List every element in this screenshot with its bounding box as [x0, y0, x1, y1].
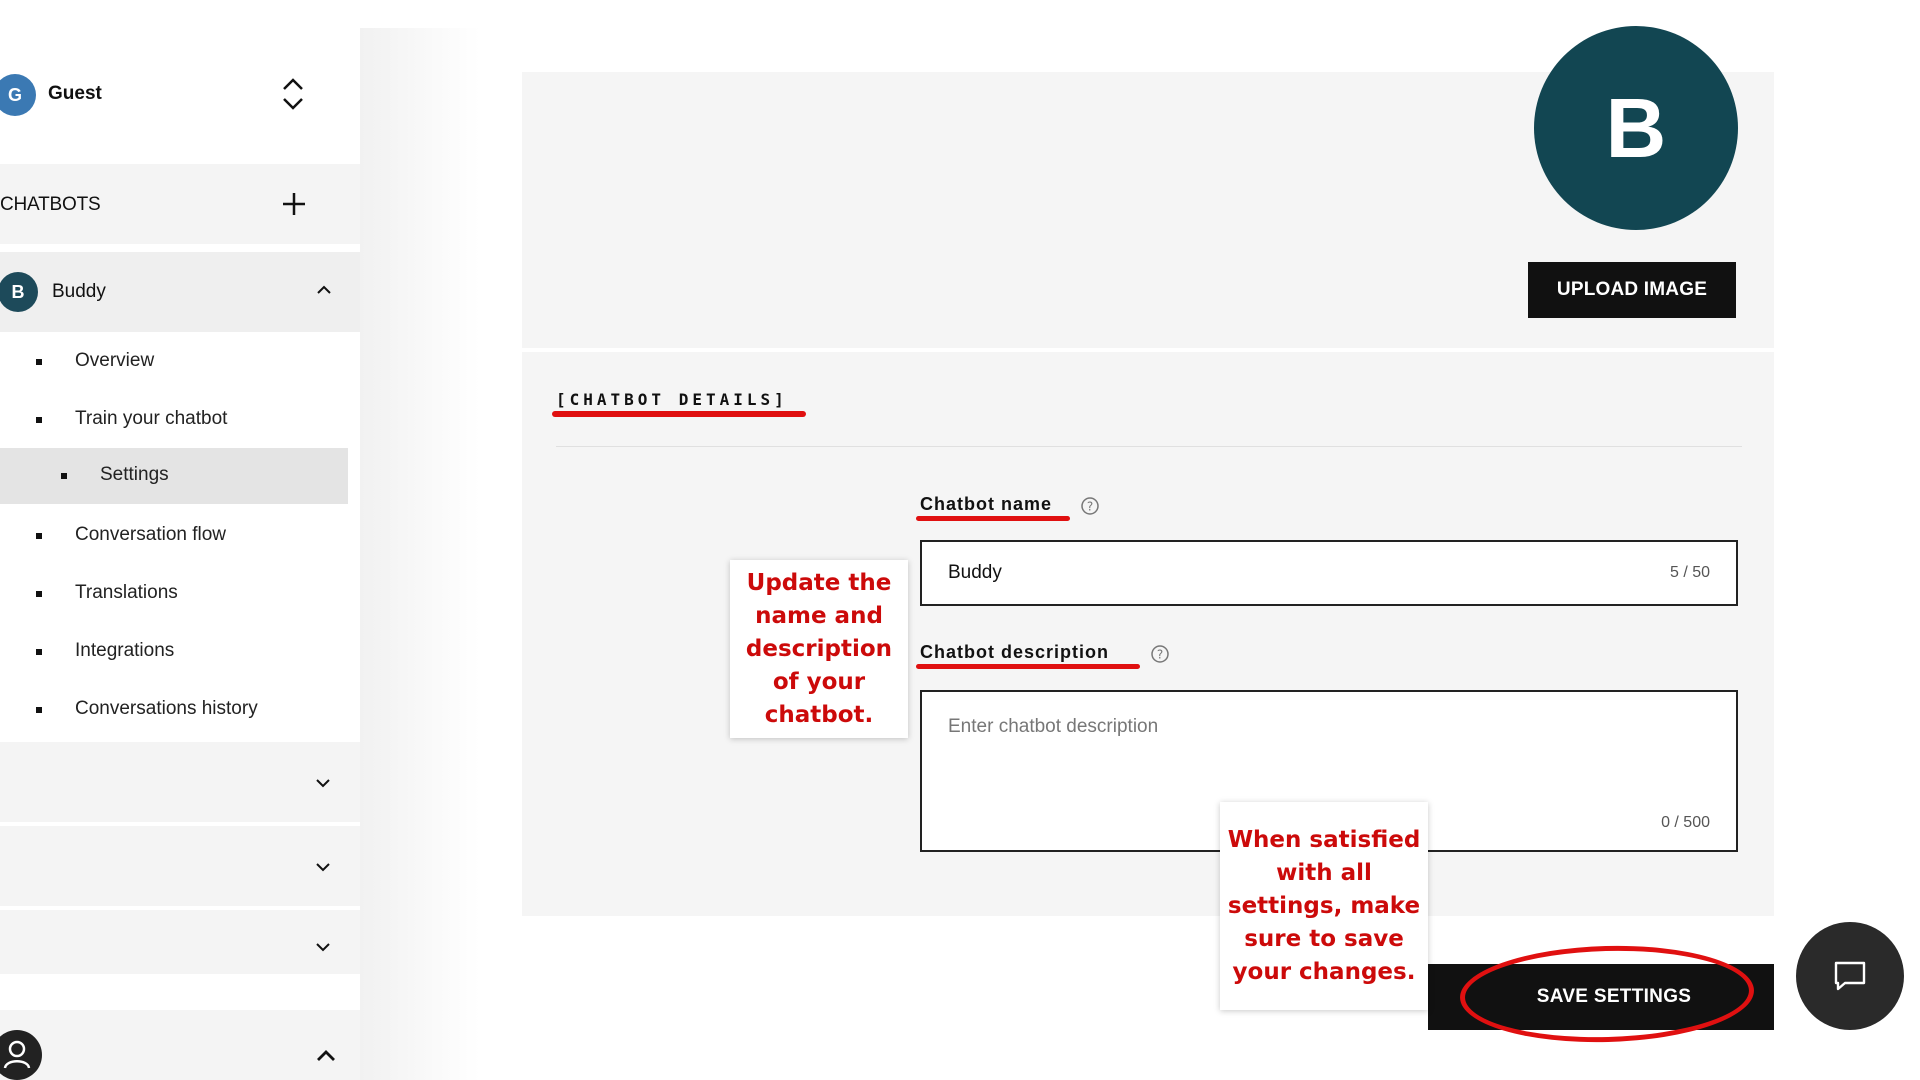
chat-support-button[interactable]	[1796, 922, 1904, 1030]
bullet-icon	[36, 359, 42, 365]
upload-image-button[interactable]: UPLOAD IMAGE	[1528, 262, 1736, 318]
person-icon	[0, 1030, 42, 1080]
bullet-icon	[36, 533, 42, 539]
chevron-up-icon[interactable]	[314, 1044, 338, 1068]
nav-item-label: Translations	[75, 582, 178, 603]
chevron-down-icon[interactable]	[314, 774, 332, 792]
bullet-icon	[61, 473, 67, 479]
bullet-icon	[36, 707, 42, 713]
nav-item-conversation-flow[interactable]	[0, 508, 360, 564]
chatbot-avatar: B	[0, 272, 38, 312]
bullet-icon	[36, 417, 42, 423]
nav-item-overview[interactable]	[0, 334, 360, 390]
nav-item-settings[interactable]	[0, 448, 348, 504]
help-icon[interactable]	[1080, 496, 1100, 516]
chatbots-label: CHATBOTS	[0, 194, 101, 215]
chatbot-nav	[0, 332, 360, 742]
annotation-circle	[1459, 942, 1755, 1046]
help-icon[interactable]	[1150, 644, 1170, 664]
chevron-down-icon[interactable]	[314, 938, 332, 956]
description-placeholder: Enter chatbot description	[948, 716, 1159, 737]
nav-item-integrations[interactable]	[0, 624, 360, 680]
svg-text:?: ?	[1086, 499, 1094, 514]
chatbot-image-panel	[522, 72, 1774, 348]
user-switcher[interactable]	[0, 28, 360, 162]
nav-item-translations[interactable]	[0, 566, 360, 622]
chatbot-name-value: Buddy	[948, 562, 1002, 583]
chatbots-header	[0, 164, 360, 244]
chevron-up-down-icon[interactable]	[280, 75, 306, 113]
collapsed-section-2[interactable]	[0, 826, 360, 906]
section-title: [CHATBOT DETAILS]	[556, 390, 788, 409]
bullet-icon	[36, 591, 42, 597]
nav-item-train[interactable]	[0, 392, 360, 448]
name-char-counter: 5 / 50	[1669, 564, 1710, 581]
chatbot-name-label: Chatbot name	[920, 494, 1053, 514]
annotation-underline	[916, 516, 1070, 521]
chevron-up-icon[interactable]	[314, 280, 334, 300]
user-name: Guest	[48, 83, 102, 104]
collapsed-section-3[interactable]	[0, 910, 360, 974]
divider	[556, 446, 1742, 447]
annotation-callout-details	[730, 560, 908, 738]
nav-item-label: Conversation flow	[75, 524, 227, 545]
add-chatbot-icon[interactable]	[280, 190, 308, 218]
annotation-underline	[552, 411, 806, 417]
user-avatar: G	[0, 74, 36, 116]
nav-item-label: Train your chatbot	[75, 408, 228, 429]
bullet-icon	[36, 649, 42, 655]
nav-item-label: Integrations	[75, 640, 175, 661]
chatbot-description-label: Chatbot description	[920, 642, 1109, 662]
callout-text: Update the name and description of your chatbot.	[745, 569, 893, 728]
collapsed-section-1[interactable]	[0, 742, 360, 822]
chatbot-details-panel	[522, 352, 1774, 916]
chatbot-name: Buddy	[52, 281, 106, 302]
chat-bubble-icon	[1832, 958, 1868, 994]
annotation-underline	[916, 664, 1140, 669]
chatbot-name-input[interactable]	[920, 540, 1738, 606]
chevron-down-icon[interactable]	[314, 858, 332, 876]
chatbot-item-buddy[interactable]	[0, 252, 360, 332]
chatbot-avatar-large: B	[1534, 26, 1738, 230]
svg-text:?: ?	[1156, 647, 1164, 662]
account-section[interactable]	[0, 1010, 360, 1080]
description-char-counter: 0 / 500	[1661, 814, 1710, 831]
callout-text: When satisfied with all settings, make sure to save your changes.	[1227, 826, 1421, 985]
annotation-callout-save	[1220, 802, 1428, 1010]
nav-item-label: Conversations history	[75, 698, 258, 719]
nav-item-label: Settings	[100, 464, 169, 485]
sidebar	[0, 28, 360, 1080]
nav-item-conversations-history[interactable]	[0, 682, 360, 738]
account-icon	[0, 1030, 42, 1080]
save-settings-label: SAVE SETTINGS	[1536, 986, 1692, 1007]
nav-item-label: Overview	[75, 350, 155, 371]
